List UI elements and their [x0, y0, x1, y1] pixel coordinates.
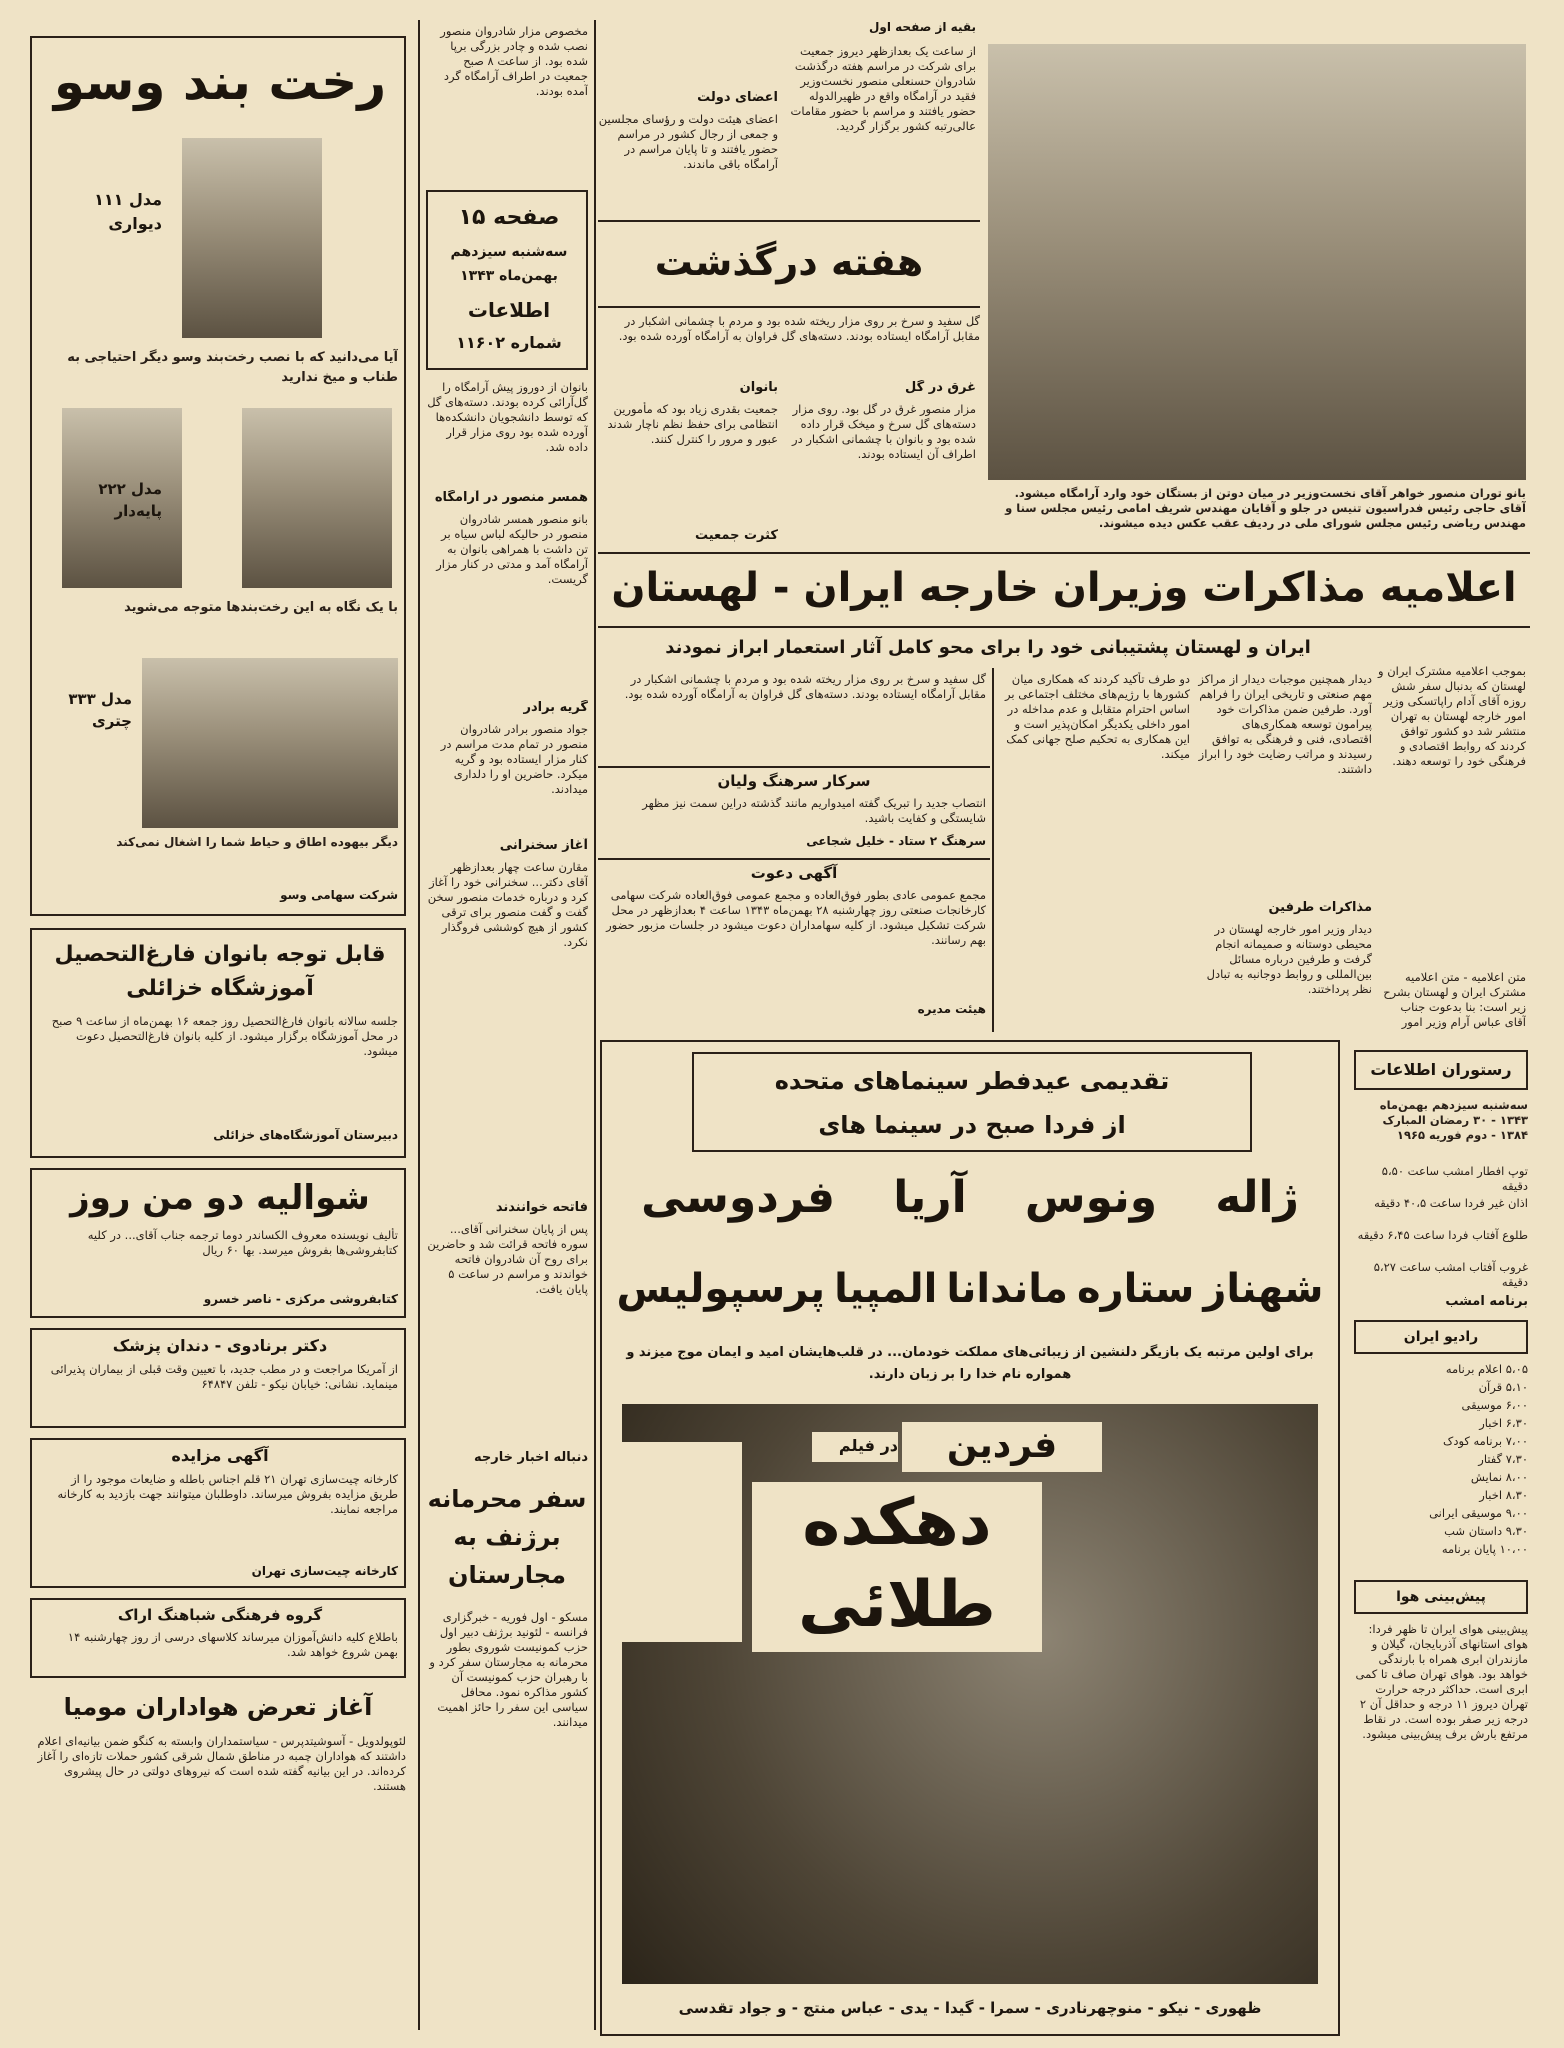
negotiators-title: مذاکرات طرفین [1268, 900, 1372, 915]
tomb-text: مخصوص مزار شادروان منصور نصب شده و چادر بزرگی برپا شده بود. از ساعت ۸ صبح جمعیت در اطراف آرامگاه گرد آمده بودند. [440, 24, 588, 98]
main-subheadline: ایران و لهستان پشتیبانی خود را برای محو کامل آثار استعمار ابراز نمودند [665, 637, 1311, 658]
tonight-title: برنامه امشب [1445, 1294, 1528, 1309]
radio-item: ۵،۰۵ اعلام برنامه [1445, 1362, 1528, 1376]
main-headline: اعلامیه مذاکرات وزیران خارجه ایران - لهستان [611, 565, 1517, 611]
radio-item: ۱۰،۰۰ پایان برنامه [1441, 1542, 1528, 1556]
cinema-intro-1: تقدیمی عیدفطر سینماهای متحده [774, 1067, 1170, 1095]
invite-sign: هیئت مدیره [917, 1002, 986, 1016]
invite-text: مجمع عمومی عادی بطور فوق‌العاده و مجمع عمومی فوق‌العاده شرکت سهامی کارخانجات صنعتی روز چهارشنبه ۲۸ بهمن‌ماه ۱۳۴۳ ساعت ۴ بعدازظهر در محل شرکت تشکیل میشود. از کلیه سهامداران دعوت میشود در جلسات مزبور حضور بهم رسانند. [606, 888, 986, 947]
model-333-label: مدل ۳۳۳ چتری [68, 690, 132, 730]
book-ad [30, 1168, 406, 1318]
flowers-title: غرق در گل [905, 380, 976, 395]
today-box: رستوران اطلاعات [1354, 1050, 1528, 1090]
headline-text-5: گل سفید و سرخ بر روی مزار ریخته شده بود و مردم با چشمانی اشکبار در مقابل آرامگاه ایستاده بودند. دسته‌های گل فراوان به آرامگاه آورده شده بود. [624, 672, 986, 701]
cinema-name: ژاله [1215, 1171, 1299, 1223]
film-actor: فردین [902, 1422, 1102, 1472]
time-row: توپ افطار امشب ساعت ۵،۵۰ دقیقه [1381, 1164, 1528, 1193]
cinema-name: شهناز [1203, 1266, 1324, 1312]
left-ad-column [10, 16, 418, 2036]
weather-text: پیش‌بینی هوای ایران تا ظهر فردا: هوای استانهای آذربایجان، گیلان و مازندران ابری همراه با بارندگی خواهد بود. هوای تهران صاف تا کمی ابری است. حداکثر درجه حرارت تهران دیروز ۱۱ درجه و حداقل آن ۲ درجه زیر صفر بوده است. در نقاط مرتفع بارش برف پیش‌بینی میشود. [1355, 1622, 1528, 1741]
brother-text: جواد منصور برادر شادروان منصور در تمام مدت مراسم در کنار مزار ایستاده بود و گریه میکرد. حاضرین او را دلداری میدادند. [440, 722, 588, 796]
negotiators-text: دیدار وزیر امور خارجه لهستان در محیطی دوستانه و صمیمانه انجام گرفت و طرفین درباره مسائل بین‌المللی و روابط دوجانبه به تبادل نظر پرداختند. [1206, 922, 1372, 996]
right-info-column [1350, 1040, 1532, 2036]
mansur-tomb-text: بانو منصور همسر شادروان منصور در حالیکه لباس سیاه بر تن داشت با همراهی بانوان به آرامگاه آمد و مدتی در کنار مزار گریست. [436, 512, 588, 586]
model-333-photo [142, 658, 398, 828]
model-222-photo [242, 408, 392, 588]
radio-item: ۹،۳۰ داستان شب [1444, 1524, 1528, 1538]
film-title: دهکده طلائی [752, 1482, 1042, 1652]
book-seller: کتابفروشی مرکزی - ناصر خسرو [203, 1292, 398, 1306]
cinema-name: ونوس [1024, 1171, 1158, 1223]
radio-title: رادیو ایران [1354, 1320, 1528, 1354]
attack-text: لئوپولدویل - آسوشیتدپرس - سیاستمداران وابسته به کنگو ضمن بیانیه‌ای اعلام داشتند که هواداران چمبه در مناطق شمال شرقی کشور حملات تازه‌ای را آغاز کرده‌اند. در این بیانیه گفته شده است که نیروهای دولتی در حال پیشروی هستند. [37, 1734, 406, 1793]
crowd-title: کثرت جمعیت [694, 528, 778, 543]
cinema-intro-2: از فردا صبح در سینما های [818, 1111, 1126, 1139]
cinema-intro-box [692, 1052, 1252, 1152]
cinema-name: آریا [893, 1171, 967, 1223]
today-date: سه‌شنبه سیزدهم بهمن‌ماه ۱۳۴۳ - ۳۰ رمضان المبارک ۱۳۸۴ - دوم فوریه ۱۹۶۵ [1379, 1098, 1528, 1142]
school-sign: دبیرستان آموزشگاه‌های خزائلی [213, 1128, 398, 1142]
ladies-text: جمعیت بقدری زیاد بود که مأمورین انتظامی برای حفظ نظم ناچار شدند عبور و مرور را کنترل کنند. [607, 402, 778, 446]
time-row: غروب آفتاب امشب ساعت ۵،۲۷ دقیقه [1373, 1260, 1528, 1289]
brand-title: رخت بند وسو [53, 53, 387, 111]
center-top-area [598, 20, 980, 580]
doctor-ad [30, 1328, 406, 1428]
time-row: اذان غیر فردا ساعت ۴۰،۵ دقیقه [1374, 1196, 1528, 1210]
headline-text-3: دیدار همچنین موجبات دیدار از مراکز مهم صنعتی و تاریخی ایران را فراهم آورد. طرفین ضمن مذاکرات خود پیرامون توسعه همکاری‌های اقتصادی، فنی و فرهنگی به توافق رسیدند و مراتب رضایت خود را ابراز داشتند. [1198, 672, 1372, 776]
radio-item: ۷،۳۰ گفتار [1478, 1452, 1528, 1466]
book-text: تألیف نویسنده معروف الکساندر دوما ترجمه جناب آقای... در کلیه کتابفروشی‌ها بفروش میرسد. بها ۶۰ ریال [87, 1228, 398, 1257]
funeral-cont: گل سفید و سرخ بر روی مزار ریخته شده بود و مردم با چشمانی اشکبار در مقابل آرامگاه ایستاده بودند. دسته‌های گل فراوان به آرامگاه آورده شده بود. [618, 314, 980, 343]
cinema-name: پرسپولیس [616, 1266, 826, 1312]
fatiha-text: پس از پایان سخنرانی آقای... سوره فاتحه قرائت شد و حاضرین برای روح آن شادروان فاتحه خواندند و مراسم در ساعت ۵ پایان یافت. [427, 1222, 588, 1296]
cinema-row-1 [612, 1162, 1328, 1232]
attack-article [30, 1688, 406, 2028]
invite-title: آگهی دعوت [750, 864, 838, 882]
ladies-story-cont: بانوان از دوروز پیش آرامگاه را گل‌آرائی کرده بودند. دسته‌های گل که توسط دانشجویان دانشکده‌ها آورده شده بود روی مزار قرار داده شد. [427, 380, 588, 454]
issue-number: شماره ۱۱۶۰۲ [456, 333, 562, 352]
mansur-tomb-title: همسر منصور در آرامگاه [434, 490, 588, 505]
page-date: سه‌شنبه سیزدهم بهمن‌ماه ۱۳۴۳ [450, 244, 568, 284]
weather-title: پیش‌بینی هوا [1354, 1580, 1528, 1614]
trip-title: سفر محرمانه برژنف به مجارستان [427, 1485, 587, 1589]
culture-ad [30, 1598, 406, 1678]
radio-item: ۸،۳۰ اخبار [1479, 1488, 1528, 1502]
middle-column [422, 20, 592, 2030]
auction-title: آگهی مزایده [171, 1446, 269, 1465]
fatiha-title: فاتحه خوانندند [495, 1200, 588, 1215]
film-cast: ظهوری - نیکو - منوچهرنادری - سمرا - گیدا - یدی - عباس منتج - و جواد تقدسی [678, 1999, 1262, 2017]
speech-title: آغاز سخنرانی [499, 838, 588, 853]
cinema-tagline: برای اولین مرتبه یک بازیگر دلنشین از زیبائی‌های مملکت خودمان... در قلب‌هایشان امید و ایمان موج میزند و همواره نام خدا را بر زبان دارند. [626, 1345, 1314, 1382]
culture-text: باطلاع کلیه دانش‌آموزان میرساند کلاسهای درسی از روز چهارشنبه ۱۴ بهمن شروع خواهد شد. [67, 1630, 398, 1659]
radio-item: ۸،۰۰ نمایش [1470, 1470, 1528, 1484]
attack-title: آغاز تعرض هواداران مومیا [63, 1693, 373, 1721]
cinema-name: المپیا [834, 1266, 938, 1312]
auction-text: کارخانه چیت‌سازی تهران ۲۱ قلم اجناس باطله و ضایعات موجود را از طریق مزایده بفروش میرساند. داوطلبان میتوانند جهت بازدید به کارخانه مراجعه نمایند. [57, 1472, 398, 1516]
brother-title: گریه برادر [523, 700, 588, 715]
film-prefix: در فیلم [812, 1432, 898, 1462]
school-title: قابل توجه بانوان فارغ‌التحصیل آموزشگاه خزائلی [54, 942, 386, 1001]
cinema-ad [600, 1040, 1340, 2036]
ladies-title: بانوان [739, 380, 778, 395]
culture-title: گروه فرهنگی شباهنگ اراک [117, 1606, 323, 1624]
headline-text-4: دو طرف تأکید کردند که همکاری میان کشورها با رژیم‌های مختلف اجتماعی بر اساس احترام متقابل و عدم مداخله در امور داخلی یکدیگر امکان‌پذیر است و این همکاری به تحکیم صلح جهانی کمک میکند. [1005, 672, 1190, 761]
funeral-intro: از ساعت یک بعدازظهر دیروز جمعیت برای شرکت در مراسم هفته درگذشت شادروان حسنعلی منصور نخست‌وزیر فقید در آرامگاه واقع در ظهیرالدوله حضور یافتند و مراسم با حضور مقامات عالی‌رتبه کشور برگزار گردید. [790, 44, 976, 133]
tagline-1: آیا می‌دانید که با نصب رخت‌بند وسو دیگر احتیاجی به طناب و میخ ندارید [67, 350, 398, 385]
cinema-name: ستاره [1077, 1266, 1195, 1312]
colonel-text: انتصاب جدید را تبریک گفته امیدواریم مانند گذشته دراین سمت نیز مظهر شایستگی و کفایت باشید. [642, 796, 986, 825]
colonel-sign: سرهنگ ۲ ستاد - خلیل شجاعی [806, 834, 986, 848]
poster-frame [622, 1442, 742, 1642]
trip-text: مسکو - اول فوریه - خبرگزاری فرانسه - لئونید برژنف دبیر اول حزب کمونیست شوروی بطور محرمانه به مجارستان سفر کرد و با رهبران حزب کمونیست آن کشور مذاکره نمود. محافل سیاسی این سفر را حائز اهمیت میدانند. [429, 1610, 588, 1729]
funeral-photo-caption: بانو توران منصور خواهر آقای نخست‌وزیر در میان دوتن از بستگان خود وارد آرامگاه میشود. آقای حاجی رئیس فدراسیون تنیس در جلو و آقایان مهندس شریف امامی رئیس مجلس سنا و مهندس ریاضی رئیس مجلس شورای ملی در ردیف عقب عکس دیده میشوند. [1005, 486, 1526, 530]
headline-text-1: بموجب اعلامیه مشترک ایران و لهستان که بدنبال سفر شش روزه آقای آدام راپاتسکی وزیر امور خارجه لهستان به تهران منتشر شد دو کشور توافق کردند که روابط اقتصادی و فرهنگی خود را توسعه دهند. [1378, 664, 1526, 768]
flowers-text: مزار منصور غرق در گل بود. روی مزار دسته‌های گل سرخ و میخک قرار داده شده بود و بانوان با چشمانی اشکبار در اطراف آن ایستاده بودند. [792, 402, 976, 461]
radio-item: ۹،۰۰ موسیقی ایرانی [1429, 1506, 1528, 1520]
ministers-text: اعضای هیئت دولت و رؤسای مجلسین و جمعی از رجال کشور در مراسم حضور یافتند و تا پایان مراسم در آرامگاه باقی ماندند. [598, 112, 778, 171]
doctor-title: دکتر برنادوی - دندان پزشک [112, 1336, 328, 1355]
radio-item: ۶،۰۰ موسیقی [1461, 1398, 1528, 1412]
model-222-label: مدل ۲۲۲ پایه‌دار [98, 480, 162, 520]
continued-label: بقیه از صفحه اول [868, 20, 976, 34]
masthead-box [426, 190, 588, 370]
model-111-label: مدل ۱۱۱ دیواری [94, 190, 162, 233]
cinema-row-2 [612, 1254, 1328, 1324]
tagline-3: دیگر بیهوده اطاق و حیاط شما را اشغال نمی‌کند [116, 835, 398, 849]
tagline-2: با یک نگاه به این رخت‌بندها متوجه می‌شوید [124, 600, 398, 615]
colonel-title: سرکار سرهنگ ولیان [717, 772, 871, 790]
radio-item: ۷،۰۰ برنامه کودک [1443, 1434, 1528, 1448]
radio-item: ۵،۱۰ قرآن [1478, 1380, 1528, 1394]
page-number: صفحه ۱۵ [458, 205, 560, 230]
funeral-photo [988, 44, 1526, 480]
speech-text: مقارن ساعت چهار بعدازظهر آقای دکتر... سخنرانی خود را آغاز کرد و درباره خدمات منصور سخن گفت و گفت منصور برای ترقی کشور از هیچ کوششی فروگذار نکرد. [427, 860, 588, 949]
paper-name: اطلاعات [467, 298, 551, 322]
book-title: شوالیه دو من روز [70, 1178, 370, 1218]
doctor-text: از آمریکا مراجعت و در مطب جدید، با تعیین وقت قبلی از بیماران پذیرائی مینماید. نشانی: خیابان نیکو - تلفن ۶۴۸۴۷ [50, 1362, 398, 1391]
cinema-name: ماندانا [946, 1266, 1069, 1312]
clothesline-ad [30, 36, 406, 916]
radio-item: ۶،۳۰ اخبار [1479, 1416, 1528, 1430]
auction-ad [30, 1438, 406, 1588]
school-ad [30, 928, 406, 1158]
funeral-headline: هفته درگذشت [654, 240, 924, 284]
cinema-name: فردوسی [641, 1171, 836, 1223]
time-row: طلوع آفتاب فردا ساعت ۶،۴۵ دقیقه [1357, 1228, 1528, 1242]
foreign-title: دنباله اخبار خارجه [473, 1450, 588, 1465]
auction-sign: کارخانه چیت‌سازی تهران [251, 1564, 398, 1578]
model-111-photo [182, 138, 322, 338]
headline-text-2: متن اعلامیه - متن اعلامیه مشترک ایران و لهستان بشرح زیر است: بنا بدعوت جناب آقای عباس آرام وزیر امور [1383, 970, 1526, 1029]
ministers-title: اعضای دولت [697, 90, 778, 105]
school-text: جلسه سالانه بانوان فارغ‌التحصیل روز جمعه ۱۶ بهمن‌ماه از ساعت ۹ صبح در محل آموزشگاه برگزار میشود. از کلیه بانوان فارغ‌التحصیل دعوت میشود. [51, 1014, 398, 1058]
company-name: شرکت سهامی وسو [280, 888, 398, 902]
